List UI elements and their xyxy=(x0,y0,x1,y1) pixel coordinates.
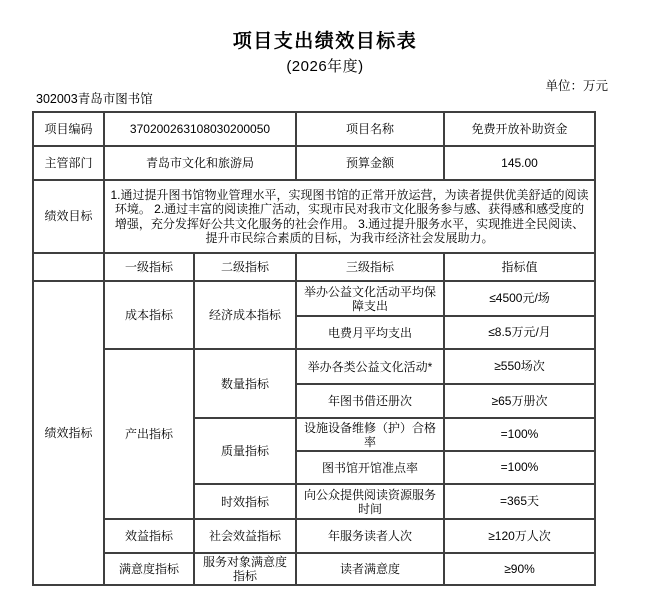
indicator-name-cell: 举办各类公益文化活动* xyxy=(296,349,444,384)
department-value: 青岛市文化和旅游局 xyxy=(104,146,296,180)
organization-label: 302003青岛市图书馆 xyxy=(36,92,153,106)
goal-label: 绩效目标 xyxy=(33,180,104,253)
budget-label: 预算金额 xyxy=(296,146,444,180)
level2-service-target-satisfaction-indicator: 服务对象满意度指标 xyxy=(194,553,296,585)
indicator-name-cell: 读者满意度 xyxy=(296,553,444,585)
page-subtitle-year: (2026年度) xyxy=(286,58,364,75)
goal-text: 1.通过提升图书馆物业管理水平，实现图书馆的正常开放运营，为读者提供优美舒适的阅读环境。 2.通过丰富的阅读推广活动，实现市民对我市文化服务参与感、获得感和感受度的增强，充分发挥好公共文化服务的社会作用。 3.通过提升服务水平，实现推进全民阅读、提升市民综合素质的目标，为我市经济社会发展助力。 xyxy=(104,180,595,253)
project-name-label: 项目名称 xyxy=(296,112,444,146)
header-level1: 一级指标 xyxy=(104,253,194,281)
indicator-value-cell: =100% xyxy=(444,451,595,484)
department-label: 主管部门 xyxy=(33,146,104,180)
indicator-value-cell: ≥90% xyxy=(444,553,595,585)
project-code-label: 项目编码 xyxy=(33,112,104,146)
level1-output-indicator: 产出指标 xyxy=(104,349,194,519)
indicator-name-cell: 举办公益文化活动平均保障支出 xyxy=(296,281,444,316)
level1-satisfaction-indicator: 满意度指标 xyxy=(104,553,194,585)
header-level2: 二级指标 xyxy=(194,253,296,281)
indicator-name-cell: 图书馆开馆准点率 xyxy=(296,451,444,484)
indicator-name-cell: 年图书借还册次 xyxy=(296,384,444,418)
indicator-value-cell: ≤8.5万元/月 xyxy=(444,316,595,349)
level2-quality-indicator: 质量指标 xyxy=(194,418,296,484)
project-name-value: 免费开放补助资金 xyxy=(444,112,595,146)
level1-benefit-indicator: 效益指标 xyxy=(104,519,194,553)
header-level3: 三级指标 xyxy=(296,253,444,281)
indicator-value-cell: ≤4500元/场 xyxy=(444,281,595,316)
indicator-value-cell: ≥65万册次 xyxy=(444,384,595,418)
unit-label: 单位：万元 xyxy=(545,79,608,93)
level1-cost-indicator: 成本指标 xyxy=(104,281,194,349)
indicator-value-cell: =100% xyxy=(444,418,595,451)
header-value: 指标值 xyxy=(444,253,595,281)
level2-social-benefit-indicator: 社会效益指标 xyxy=(194,519,296,553)
level2-quantity-indicator: 数量指标 xyxy=(194,349,296,418)
indicator-name-cell: 电费月平均支出 xyxy=(296,316,444,349)
indicator-name-cell: 年服务读者人次 xyxy=(296,519,444,553)
level2-timeliness-indicator: 时效指标 xyxy=(194,484,296,519)
project-code-value: 370200263108030200050 xyxy=(104,112,296,146)
indicator-value-cell: ≥120万人次 xyxy=(444,519,595,553)
empty-corner-cell xyxy=(33,253,104,281)
indicator-value-cell: ≥550场次 xyxy=(444,349,595,384)
indicator-name-cell: 向公众提供阅读资源服务时间 xyxy=(296,484,444,519)
indicator-value-cell: =365天 xyxy=(444,484,595,519)
performance-target-table xyxy=(32,111,596,586)
section-label-performance-indicators: 绩效指标 xyxy=(33,281,104,585)
budget-value: 145.00 xyxy=(444,146,595,180)
indicator-name-cell: 设施设备维修（护）合格率 xyxy=(296,418,444,451)
page-title: 项目支出绩效目标表 xyxy=(232,31,418,52)
level2-economic-cost-indicator: 经济成本指标 xyxy=(194,281,296,349)
